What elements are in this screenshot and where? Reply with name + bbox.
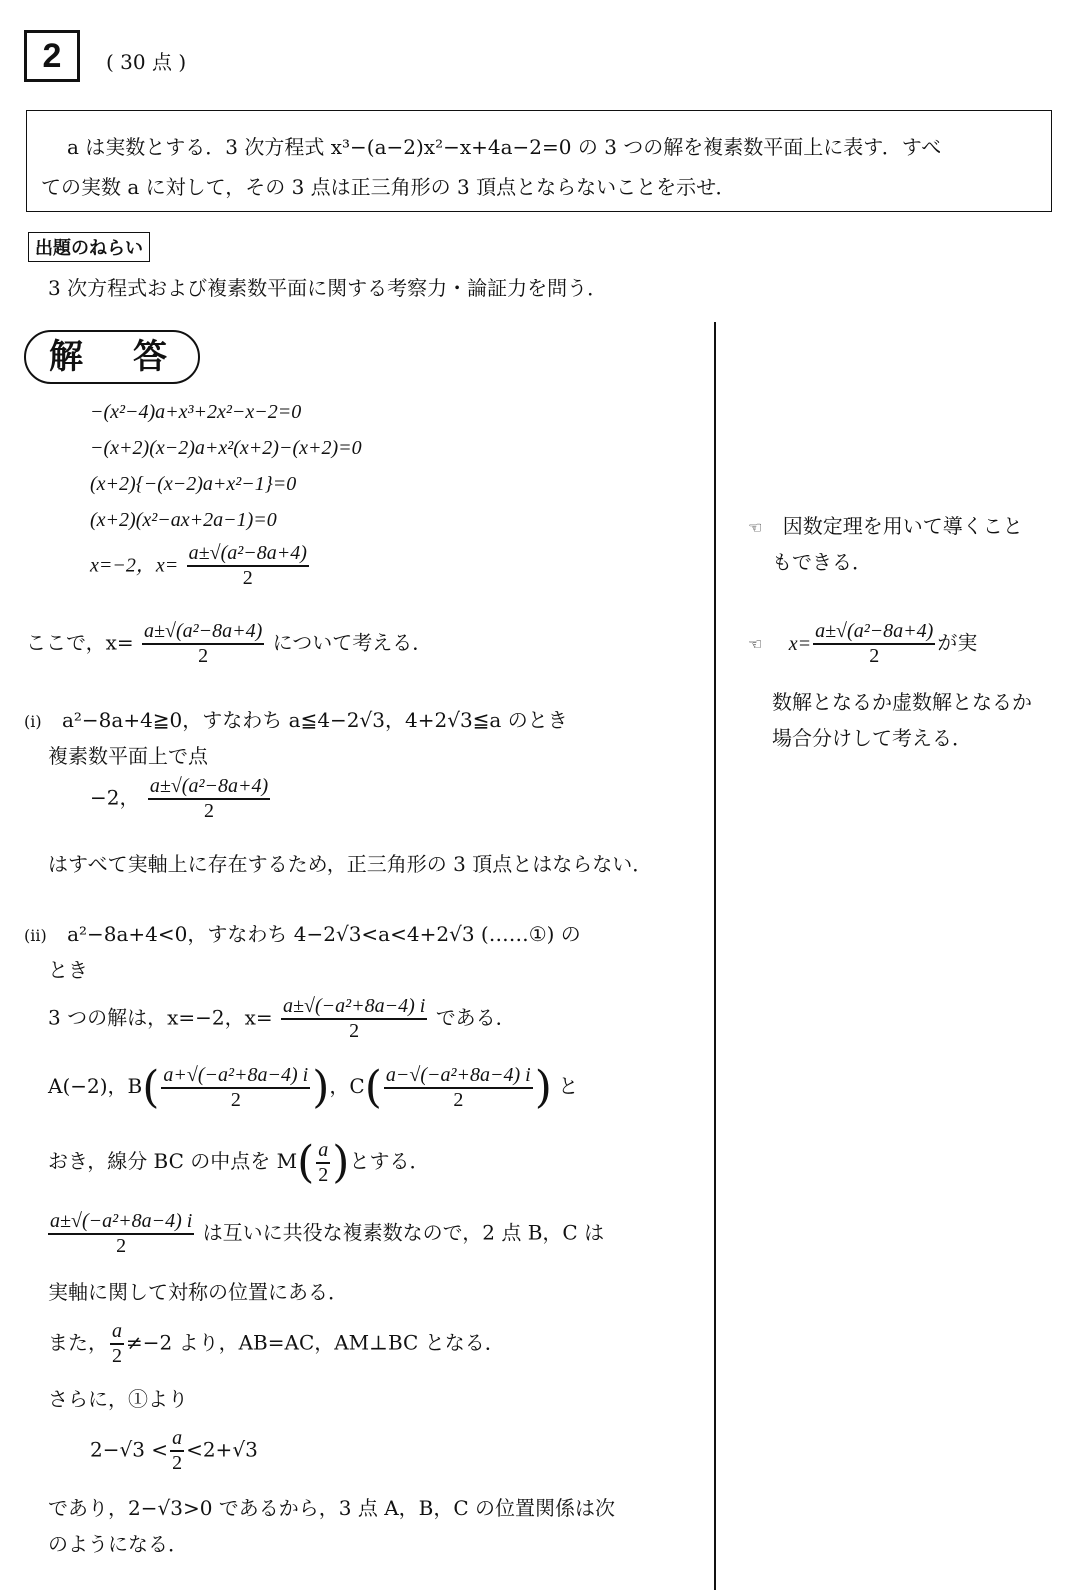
point-a-b-label: A(−2)，B bbox=[48, 1074, 143, 1098]
midpoint-prefix: おき，線分 BC の中点を M bbox=[48, 1149, 298, 1173]
note2-fraction bbox=[813, 620, 935, 668]
kokode-denominator: 2 bbox=[198, 645, 209, 667]
mata-numerator: a bbox=[110, 1320, 124, 1345]
case1-label: (ⅰ) bbox=[24, 712, 42, 731]
paren-open-m: ( bbox=[297, 1137, 315, 1188]
midpoint-suffix: とする． bbox=[349, 1149, 430, 1173]
case2-label: (ⅱ) bbox=[24, 926, 47, 945]
mata-fraction bbox=[110, 1320, 124, 1368]
kokode-numerator: a±√(a²−8a+4) bbox=[142, 620, 264, 645]
eq-3: (x+2){−(x−2)a+x²−1}=0 bbox=[90, 473, 297, 495]
eq-1: −(x²−4)a+x³+2x²−x−2=0 bbox=[90, 401, 302, 423]
points-label: ( 30 点 ) bbox=[106, 50, 187, 74]
note-1 bbox=[748, 510, 1023, 539]
eq5-prefix: x=−2，x= bbox=[90, 554, 179, 577]
conjugate-numerator: a±√(−a²+8a−4) i bbox=[48, 1210, 194, 1235]
pointing-hand-icon: ☜ bbox=[748, 634, 763, 654]
case1-text: a²−8a+4≧0，すなわち a≦4−2√3，4+2√3≦a のとき bbox=[61, 708, 568, 732]
conjugate-line bbox=[46, 1210, 604, 1258]
case2-condition bbox=[24, 918, 581, 947]
point-c-label: ，C bbox=[329, 1074, 365, 1098]
conjugate-suffix: は互いに共役な複素数なので，2 点 B，C は bbox=[202, 1220, 605, 1245]
point-c-denominator: 2 bbox=[453, 1088, 464, 1111]
inequality-fraction bbox=[170, 1427, 184, 1475]
note2-numerator: a±√(a²−8a+4) bbox=[813, 620, 935, 645]
eq-2: −(x+2)(x−2)a+x²(x+2)−(x+2)=0 bbox=[90, 437, 362, 459]
column-divider bbox=[714, 322, 716, 1590]
problem-number-box bbox=[24, 30, 80, 82]
problem-number: 2 bbox=[42, 37, 62, 75]
case1-numerator: a±√(a²−8a+4) bbox=[148, 775, 270, 800]
eq5-numerator: a±√(a²−8a+4) bbox=[187, 542, 309, 567]
note2-denominator: 2 bbox=[869, 645, 880, 667]
paren-close-b: ) bbox=[312, 1062, 330, 1113]
points-abc-line bbox=[48, 1062, 578, 1113]
midpoint-fraction bbox=[316, 1139, 330, 1187]
inequality-line bbox=[90, 1427, 258, 1475]
point-b-numerator: a+√(−a²+8a−4) i bbox=[161, 1064, 310, 1089]
eq-4: (x+2)(x²−ax+2a−1)=0 bbox=[90, 509, 277, 531]
solutions-numerator: a±√(−a²+8a−4) i bbox=[281, 995, 427, 1020]
pointing-hand-icon: ☜ bbox=[748, 518, 763, 537]
eq-5 bbox=[90, 542, 311, 590]
point-b-fraction bbox=[161, 1064, 310, 1112]
paren-close-c: ) bbox=[534, 1062, 552, 1113]
eq5-fraction bbox=[187, 542, 309, 590]
case1-denominator: 2 bbox=[203, 800, 214, 822]
point-c-numerator: a−√(−a²+8a−4) i bbox=[384, 1064, 533, 1089]
problem-line-1: a は実数とする．3 次方程式 x³−(a−2)x²−x+4a−2=0 の 3 つの解を複素数平面上に表す．すべ bbox=[67, 135, 942, 159]
eq5-denominator: 2 bbox=[242, 567, 253, 589]
mata-suffix: ≠−2 より，AB=AC，AM⊥BC となる． bbox=[126, 1330, 505, 1355]
answer-label: 解 答 bbox=[49, 337, 175, 377]
inequality-suffix: <2+√3 bbox=[186, 1437, 258, 1462]
problem-box bbox=[26, 110, 1052, 212]
mata-line bbox=[48, 1320, 505, 1368]
solutions-prefix: 3 つの解は，x=−2，x= bbox=[48, 1005, 273, 1030]
solutions-line bbox=[48, 995, 516, 1043]
case1-points bbox=[90, 775, 272, 823]
case1-condition bbox=[24, 704, 568, 733]
note2-suffix: が実 bbox=[937, 630, 978, 655]
inequality-numerator: a bbox=[170, 1427, 184, 1452]
paren-open-c: ( bbox=[364, 1062, 382, 1113]
note1-line2: もできる． bbox=[772, 550, 872, 574]
problem-line-2: ての実数 a に対して，その 3 点は正三角形の 3 頂点とならないことを示せ． bbox=[41, 175, 736, 199]
case1-line4: はすべて実軸上に存在するため，正三角形の 3 頂点とはならない． bbox=[48, 852, 653, 876]
conclusion-line-1: であり，2−√3>0 であるから，3 点 A，B，C の位置関係は次 bbox=[48, 1496, 616, 1520]
point-b-denominator: 2 bbox=[230, 1088, 241, 1111]
case1-line2: 複素数平面上で点 bbox=[48, 744, 208, 768]
kokode-prefix: ここで，x= bbox=[26, 630, 134, 655]
conjugate-line2: 実軸に関して対称の位置にある． bbox=[48, 1280, 348, 1304]
aim-text: 3 次方程式および複素数平面に関する考察力・論証力を問う． bbox=[48, 276, 608, 300]
case1-fraction bbox=[148, 775, 270, 823]
note2-prefix: x= bbox=[788, 632, 812, 655]
paren-close-m: ) bbox=[332, 1137, 350, 1188]
mata-prefix: また， bbox=[48, 1330, 108, 1355]
case2-toki: とき bbox=[48, 958, 88, 982]
case2-text: a²−8a+4<0，すなわち 4−2√3<a<4+2√3 (……①) の bbox=[67, 922, 581, 946]
conjugate-denominator: 2 bbox=[116, 1235, 127, 1257]
case1-points-prefix: −2， bbox=[90, 785, 140, 810]
conclusion-line-2: のようになる． bbox=[48, 1532, 188, 1556]
solutions-fraction bbox=[281, 995, 427, 1043]
inequality-prefix: 2−√3 < bbox=[90, 1437, 169, 1462]
kokode-suffix: について考える． bbox=[272, 630, 433, 655]
note2-line2: 数解となるか虚数解となるか bbox=[772, 690, 1032, 714]
answer-heading bbox=[24, 330, 200, 384]
aim-label: 出題のねらい bbox=[28, 232, 150, 262]
sarani-line: さらに，①より bbox=[48, 1387, 188, 1411]
point-c-fraction bbox=[384, 1064, 533, 1112]
kokode-line bbox=[26, 620, 432, 668]
midpoint-denominator: 2 bbox=[318, 1163, 329, 1186]
mata-denominator: 2 bbox=[112, 1345, 122, 1367]
conjugate-fraction bbox=[48, 1210, 194, 1258]
note-2 bbox=[748, 620, 977, 668]
note2-line3: 場合分けして考える． bbox=[772, 726, 972, 750]
midpoint-line bbox=[48, 1137, 429, 1188]
solutions-denominator: 2 bbox=[349, 1020, 360, 1042]
note1-line1: 因数定理を用いて導くこと bbox=[782, 514, 1023, 538]
inequality-denominator: 2 bbox=[172, 1452, 183, 1474]
kokode-fraction bbox=[142, 620, 264, 668]
paren-open-b: ( bbox=[142, 1062, 160, 1113]
solutions-suffix: である． bbox=[435, 1005, 516, 1030]
point-to: と bbox=[558, 1074, 579, 1098]
midpoint-numerator: a bbox=[316, 1139, 330, 1164]
